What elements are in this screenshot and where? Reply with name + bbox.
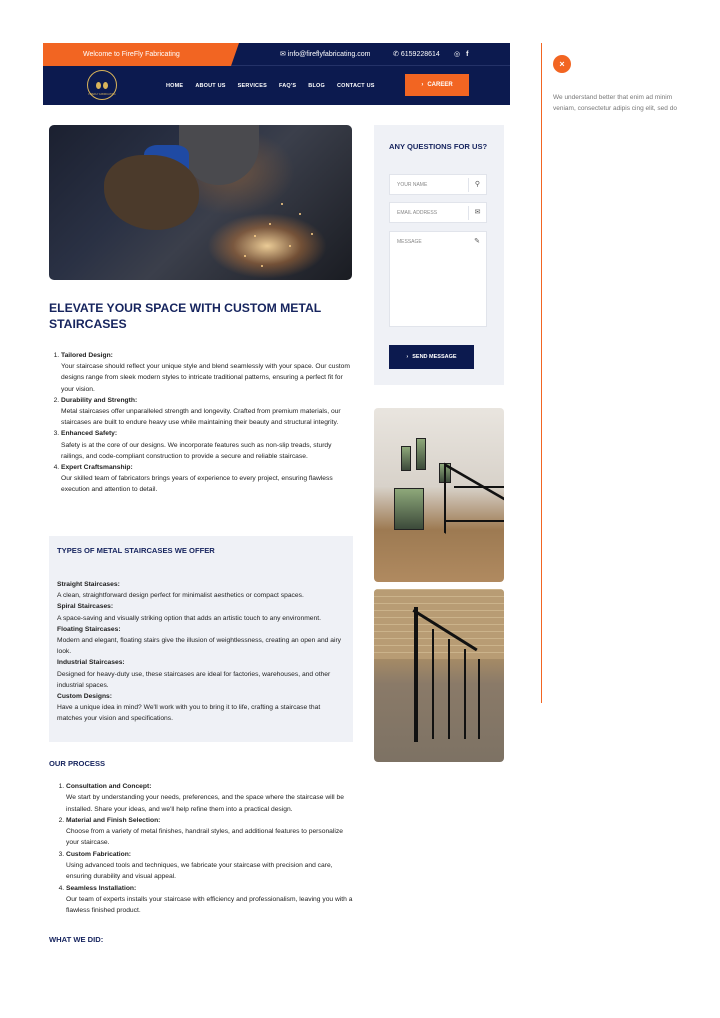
- railing-bar: [478, 659, 480, 739]
- email-input[interactable]: [389, 202, 487, 223]
- types-heading: TYPES OF METAL STAIRCASES WE OFFER: [57, 546, 215, 555]
- list-item: [61, 395, 354, 429]
- process-heading: OUR PROCESS: [49, 759, 106, 768]
- railing-bar: [432, 629, 434, 739]
- staircase-interior-photo: [374, 408, 504, 582]
- spark: [311, 233, 313, 235]
- welcome-banner: Welcome to FireFly Fabricating: [43, 43, 231, 66]
- send-message-button[interactable]: [389, 345, 474, 369]
- facebook-icon[interactable]: f: [466, 51, 469, 58]
- form-title: ANY QUESTIONS FOR US?: [389, 142, 488, 151]
- close-button[interactable]: ×: [553, 55, 571, 73]
- window-shape: [416, 438, 426, 470]
- side-panel-text: We understand better that enim ad minim veniam, consectetur adipis cing elit, sed do: [553, 94, 677, 112]
- phone-icon: ✆: [393, 51, 399, 58]
- list-item: [61, 428, 354, 462]
- pencil-icon: ✎: [474, 238, 480, 245]
- type-label: Straight Staircases:: [57, 581, 120, 588]
- list-item: [66, 815, 353, 849]
- name-placeholder: YOUR NAME: [397, 182, 428, 188]
- name-input[interactable]: [389, 174, 487, 195]
- envelope-icon: ✉: [468, 206, 486, 220]
- phone-link[interactable]: [393, 43, 440, 66]
- item-text: Safety is at the core of our designs. We incorporate features such as non-slip treads, sturdy railings, and code-compliant construction to provide a secure and reliable staircase.: [61, 441, 332, 460]
- item-label: Consultation and Concept:: [66, 783, 152, 790]
- types-panel: [49, 536, 353, 742]
- site-logo[interactable]: [87, 70, 117, 100]
- item-text: Choose from a variety of metal finishes, handrail styles, and additional features to personalize your staircase.: [66, 828, 343, 847]
- spark: [289, 245, 291, 247]
- type-label: Floating Staircases:: [57, 625, 121, 633]
- item-label: Material and Finish Selection:: [66, 816, 161, 824]
- site-header: [43, 43, 510, 105]
- firefly-logo-icon: [96, 80, 108, 90]
- spark: [254, 235, 256, 237]
- logo-text: FIREFLY FABRICATING: [88, 93, 116, 96]
- nav-blog[interactable]: BLOG: [308, 82, 325, 89]
- outdoor-railing-photo: [374, 589, 504, 762]
- type-text: Modern and elegant, floating stairs give the illusion of weightlessness, creating an open and airy look.: [57, 637, 342, 656]
- nav-about-us[interactable]: ABOUT US: [195, 82, 226, 89]
- contact-form: [374, 125, 504, 385]
- item-text: Using advanced tools and techniques, we fabricate your staircase with precision and care, ensuring durability and visual appeal.: [66, 862, 333, 881]
- list-item: [66, 849, 353, 883]
- email-placeholder: EMAIL ADDRESS: [397, 210, 438, 216]
- message-placeholder: MESSAGE: [397, 239, 422, 245]
- nav-row: [43, 66, 510, 105]
- type-text: A space-saving and visually striking option that adds an artistic touch to any environment.: [57, 614, 321, 622]
- item-label: Durability and Strength:: [61, 396, 138, 404]
- panel-divider: [541, 43, 542, 703]
- type-text: A clean, straightforward design perfect for minimalist aesthetics or compact spaces.: [57, 592, 304, 600]
- railing-bar: [464, 649, 466, 739]
- spark: [261, 265, 263, 267]
- staircase-shape: [444, 463, 504, 568]
- type-text: Designed for heavy-duty use, these staircases are ideal for factories, warehouses, and other industrial spaces.: [57, 670, 331, 689]
- spark: [299, 213, 301, 215]
- item-label: Tailored Design:: [61, 352, 113, 359]
- glove-shape: [104, 155, 199, 230]
- item-text: Metal staircases offer unparalleled strength and longevity. Crafted from premium materials, our staircases are built to endure heavy use while maintaining their beauty and structural integrity.: [61, 408, 341, 427]
- send-label: SEND MESSAGE: [412, 354, 457, 360]
- instagram-icon[interactable]: ◎: [454, 51, 461, 58]
- type-label: Custom Designs:: [57, 693, 112, 701]
- social-links: [454, 43, 474, 66]
- main-nav: [166, 66, 375, 105]
- list-item: [66, 781, 353, 815]
- window-shape: [401, 446, 411, 471]
- item-label: Seamless Installation:: [66, 884, 137, 892]
- spark: [269, 223, 271, 225]
- railing-post: [414, 607, 418, 742]
- item-text: Our skilled team of fabricators brings years of experience to every project, ensuring flawless execution and attention to detail.: [61, 475, 333, 494]
- process-list: [53, 781, 353, 917]
- career-label: CAREER: [427, 82, 453, 88]
- what-we-did-heading: WHAT WE DID:: [49, 935, 104, 944]
- item-label: Enhanced Safety:: [61, 430, 118, 438]
- chevron-right-icon: ›: [406, 354, 409, 360]
- list-item: [61, 350, 354, 395]
- phone-text: 6159228614: [400, 51, 440, 58]
- spark: [281, 203, 283, 205]
- user-icon: ⚲: [468, 178, 486, 192]
- nav-contact-us[interactable]: CONTACT US: [336, 82, 375, 89]
- type-label: Industrial Staircases:: [57, 659, 125, 667]
- message-textarea[interactable]: [389, 231, 487, 327]
- item-label: Custom Fabrication:: [66, 850, 132, 858]
- item-text: We start by understanding your needs, preferences, and the space where the staircase will be installed. Share your ideas, and we'll help refine them into a practical design.: [66, 794, 344, 813]
- career-button[interactable]: [405, 74, 469, 96]
- welding-hero-image: [49, 125, 352, 280]
- chevron-right-icon: ›: [421, 82, 424, 88]
- railing-bar: [448, 639, 450, 739]
- benefits-list: [49, 350, 354, 496]
- item-text: Your staircase should reflect your unique style and blend seamlessly with your space. Our custom designs range from sleek modern styles to intricate traditional patterns, ensuring a perfect fit for your vision.: [61, 363, 350, 393]
- list-item: [61, 462, 354, 496]
- nav-faqs[interactable]: FAQ'S: [278, 82, 297, 89]
- item-text: Our team of experts installs your staircase with efficiency and professionalism, leaving you with a flawless finished product.: [66, 895, 353, 915]
- nav-home[interactable]: HOME: [166, 82, 184, 89]
- mail-icon: ✉: [280, 51, 286, 58]
- door-shape: [394, 488, 424, 530]
- page-title: ELEVATE YOUR SPACE WITH CUSTOM METAL STAIRCASES: [49, 301, 321, 331]
- top-bar: [43, 43, 510, 66]
- types-list: [57, 579, 345, 725]
- nav-services[interactable]: SERVICES: [237, 82, 267, 89]
- type-label: Spiral Staircases:: [57, 603, 114, 611]
- spark: [244, 255, 246, 257]
- item-label: Expert Craftsmanship:: [61, 464, 133, 472]
- type-text: Have a unique idea in mind? We'll work with you to bring it to life, crafting a staircase that matches your vision and specifications.: [57, 704, 321, 723]
- email-link[interactable]: [280, 43, 370, 66]
- list-item: [66, 883, 353, 917]
- email-text: info@fireflyfabricating.com: [287, 51, 371, 58]
